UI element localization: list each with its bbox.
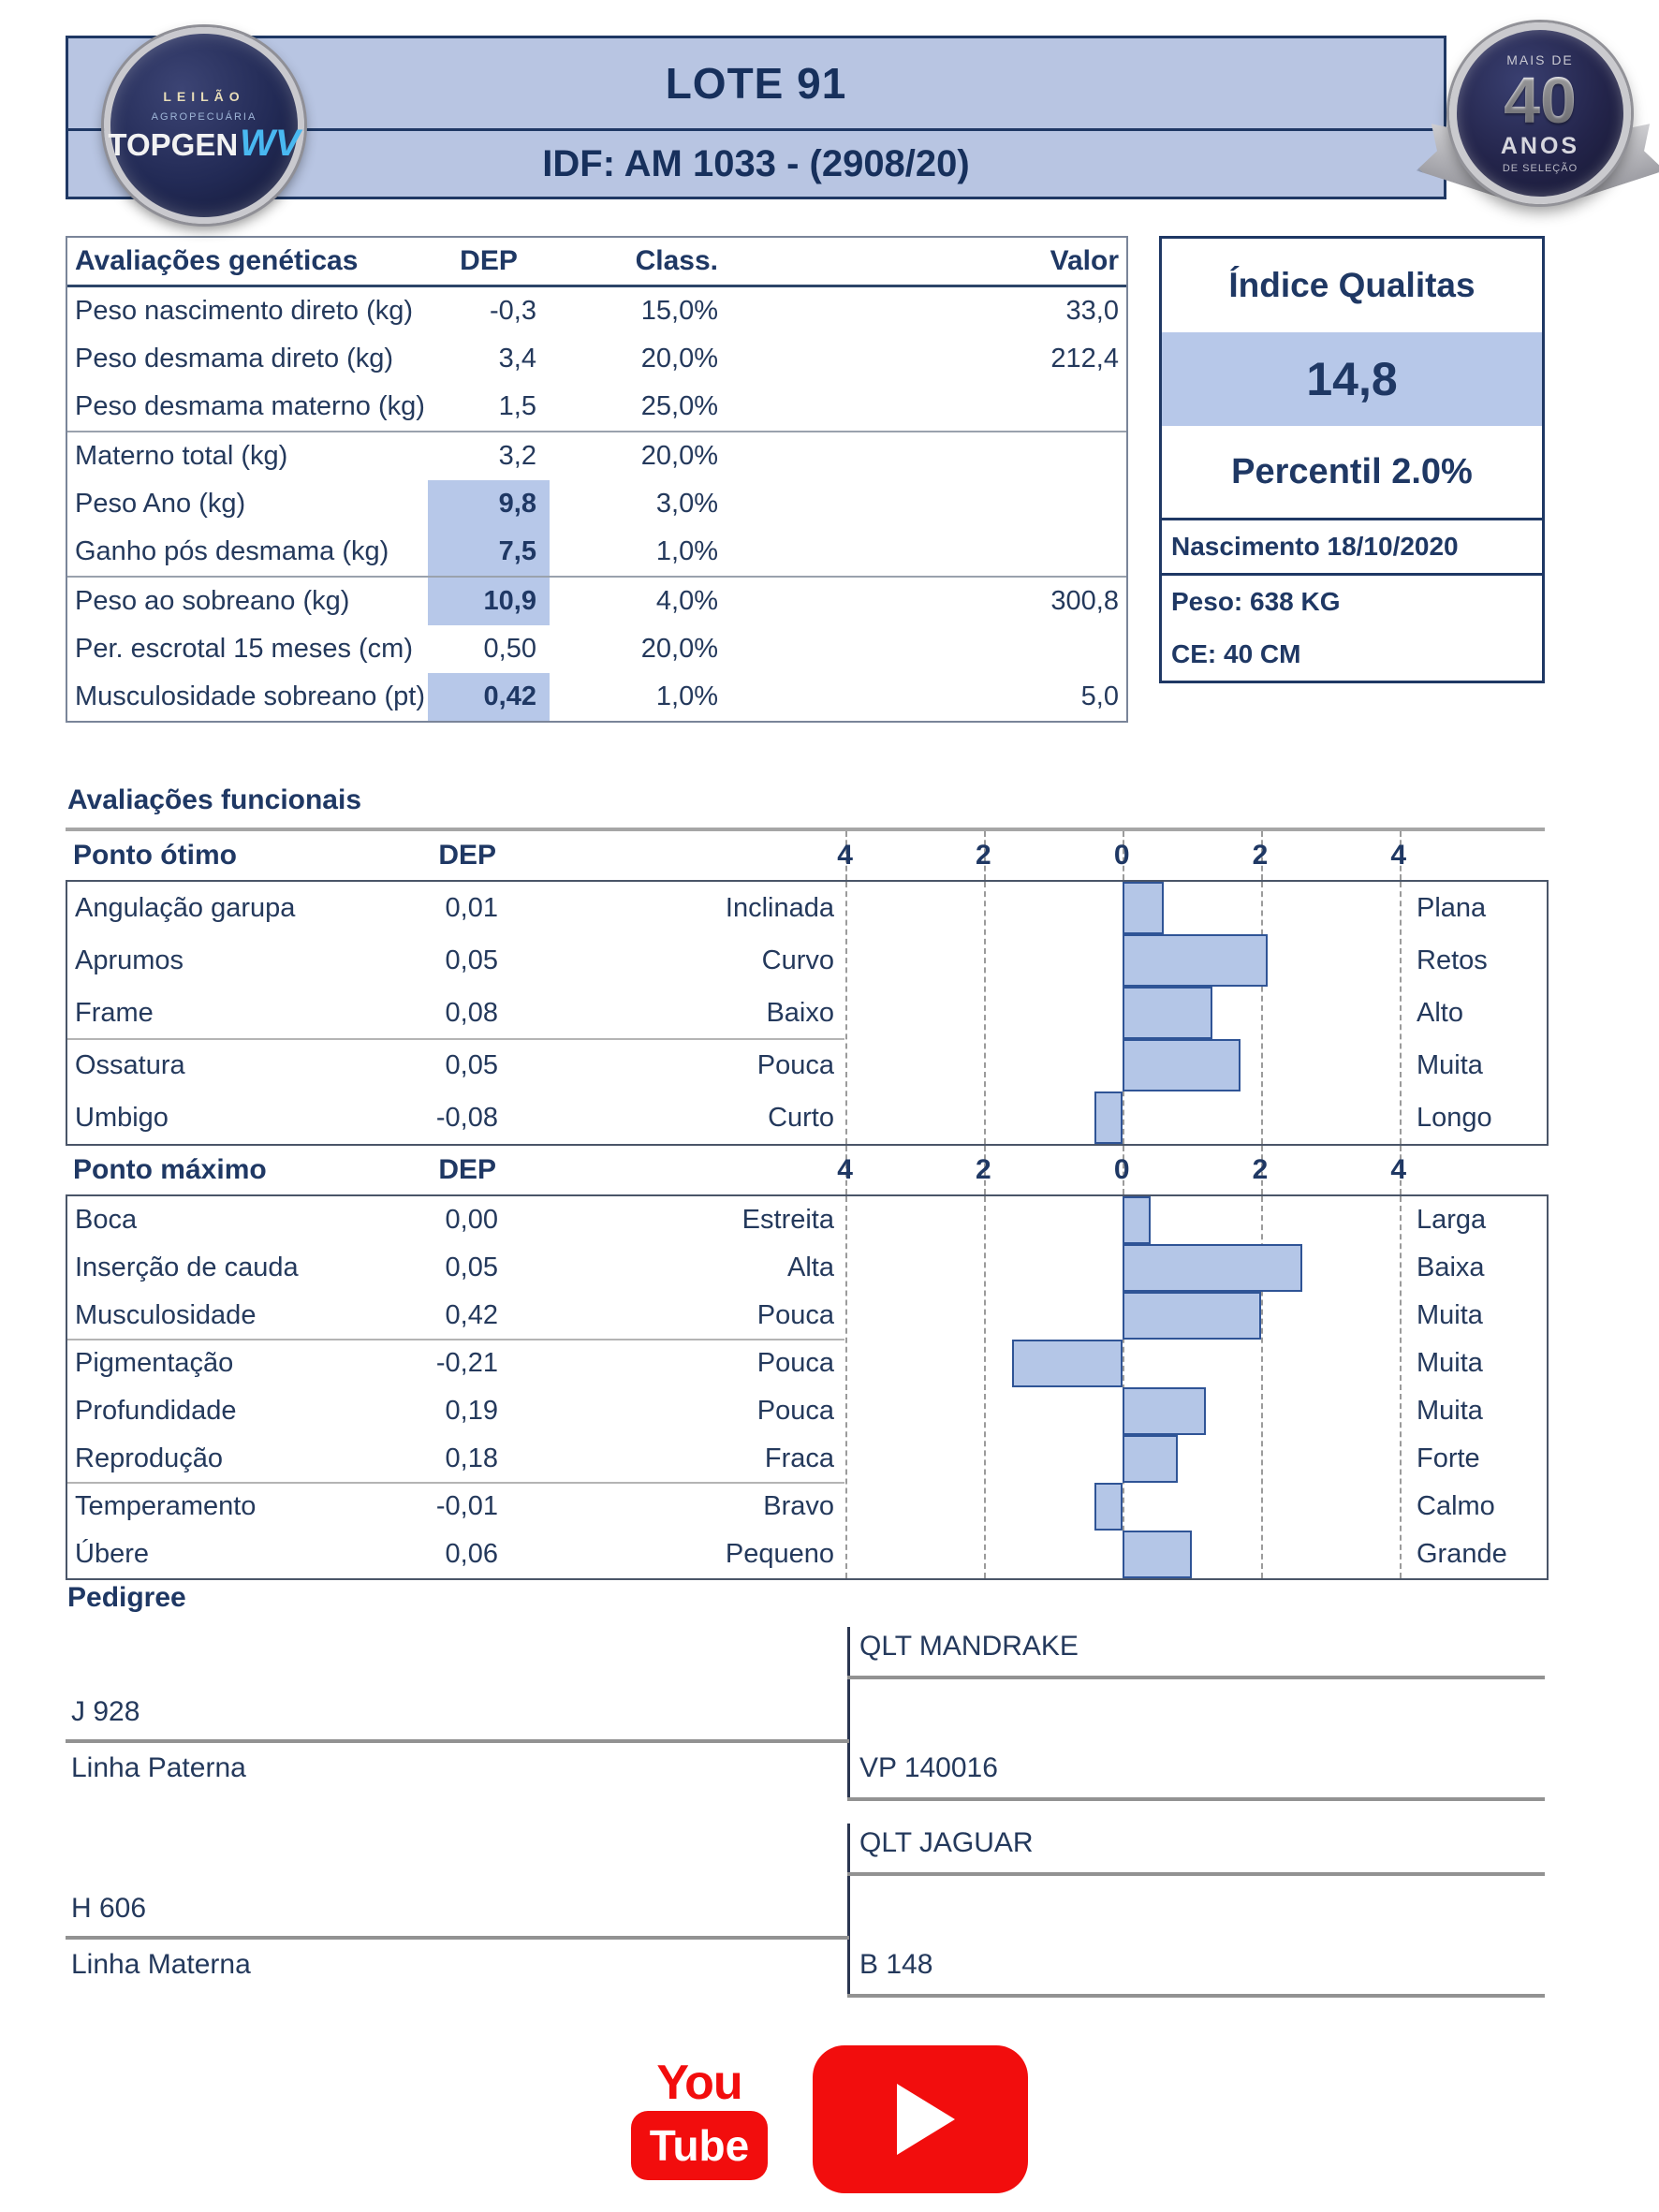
trait-label: Boca bbox=[75, 1205, 138, 1235]
maternal-grandsire-line bbox=[847, 1872, 1545, 1876]
dep-value: 0,42 bbox=[445, 1300, 498, 1330]
functional-section bbox=[66, 828, 1545, 1580]
pedigree-section bbox=[66, 1582, 1545, 2008]
class-value: 25,0% bbox=[640, 391, 718, 421]
genetic-evaluations-table bbox=[66, 236, 1128, 723]
trait-label: Pigmentação bbox=[75, 1348, 234, 1378]
anniversary-badge bbox=[1421, 17, 1659, 237]
table-row bbox=[67, 1091, 1547, 1144]
youtube-link[interactable] bbox=[0, 2045, 1659, 2193]
trait-label: Úbere bbox=[75, 1539, 149, 1569]
dam-name: H 606 bbox=[71, 1893, 147, 1924]
dep-bar bbox=[1123, 882, 1164, 934]
axis-tick: 2 bbox=[976, 1154, 991, 1185]
valor-value: 212,4 bbox=[1050, 344, 1119, 374]
weight-box bbox=[1159, 573, 1545, 683]
class-value: 20,0% bbox=[640, 344, 718, 374]
row-label: Peso Ano (kg) bbox=[75, 489, 246, 519]
dep-bar bbox=[1094, 1483, 1123, 1531]
dep-value: 0,00 bbox=[445, 1205, 498, 1235]
high-end-label: Plana bbox=[1417, 892, 1487, 923]
low-end-label: Fraca bbox=[764, 1443, 834, 1473]
low-end-label: Pequeno bbox=[725, 1539, 834, 1569]
table-row bbox=[67, 1483, 1547, 1531]
valor-value: 5,0 bbox=[1080, 681, 1119, 711]
genetic-table-title: Avaliações genéticas bbox=[75, 245, 359, 276]
play-triangle-icon bbox=[897, 2084, 955, 2155]
axis-tick: 4 bbox=[837, 840, 853, 871]
maternal-label: Linha Materna bbox=[71, 1949, 251, 1980]
dep-bar bbox=[1123, 1196, 1151, 1244]
trait-label: Frame bbox=[75, 997, 154, 1028]
low-end-label: Bravo bbox=[763, 1491, 834, 1521]
qualitas-value: 14,8 bbox=[1162, 332, 1542, 426]
youtube-tube-text: Tube bbox=[631, 2111, 768, 2180]
maximum-dep-header: DEP bbox=[438, 1154, 496, 1185]
row-label: Peso ao sobreano (kg) bbox=[75, 586, 350, 616]
dep-bar bbox=[1123, 934, 1268, 987]
row-label: Musculosidade sobreano (pt) bbox=[75, 681, 425, 711]
high-end-label: Larga bbox=[1417, 1205, 1487, 1235]
paternal-granddam-line bbox=[847, 1797, 1545, 1801]
table-row bbox=[67, 1039, 1547, 1091]
valor-value bbox=[718, 432, 1126, 480]
class-value: 4,0% bbox=[655, 586, 718, 616]
low-end-label: Inclinada bbox=[725, 892, 834, 923]
table-row bbox=[67, 528, 1126, 578]
axis-tick: 2 bbox=[1252, 840, 1269, 871]
dep-value: -0,08 bbox=[435, 1102, 498, 1133]
table-row bbox=[67, 1340, 1547, 1387]
low-end-label: Curvo bbox=[761, 945, 834, 975]
dam-line bbox=[66, 1936, 849, 1940]
axis-tick: 4 bbox=[837, 1154, 853, 1185]
dep-bar bbox=[1123, 1292, 1261, 1340]
col-header-dep: DEP bbox=[460, 245, 518, 276]
badge-number: 40 bbox=[1504, 64, 1577, 137]
qualitas-index-box bbox=[1159, 236, 1545, 520]
pedigree-heading: Pedigree bbox=[67, 1582, 186, 1613]
high-end-label: Grande bbox=[1417, 1539, 1507, 1569]
sire-line bbox=[66, 1739, 849, 1743]
paternal-granddam: VP 140016 bbox=[859, 1752, 998, 1783]
low-end-label: Estreita bbox=[741, 1205, 834, 1235]
table-row bbox=[67, 480, 1126, 528]
qualitas-panel bbox=[1159, 236, 1545, 723]
high-end-label: Muita bbox=[1417, 1396, 1483, 1426]
row-label: Materno total (kg) bbox=[75, 441, 288, 471]
table-row bbox=[67, 1244, 1547, 1292]
birth-box bbox=[1159, 518, 1545, 576]
optimal-title: Ponto ótimo bbox=[73, 840, 237, 871]
trait-label: Temperamento bbox=[75, 1491, 257, 1521]
high-end-label: Baixa bbox=[1417, 1252, 1485, 1282]
table-row bbox=[67, 1196, 1547, 1244]
dep-value: 1,5 bbox=[498, 391, 536, 421]
high-end-label: Calmo bbox=[1417, 1491, 1495, 1521]
dep-value: 0,19 bbox=[445, 1396, 498, 1426]
dep-value: 0,18 bbox=[445, 1443, 498, 1473]
table-row bbox=[67, 1387, 1547, 1435]
dep-value: 0,05 bbox=[445, 945, 498, 975]
topgen-logo bbox=[104, 27, 304, 224]
table-row bbox=[67, 287, 1126, 335]
axis-tick: 0 bbox=[1113, 1154, 1130, 1185]
valor-value bbox=[718, 625, 1126, 673]
dep-bar bbox=[1123, 1435, 1178, 1483]
low-end-label: Pouca bbox=[756, 1300, 834, 1330]
idf-line: IDF: AM 1033 - (2908/20) bbox=[542, 142, 970, 184]
dep-value: 0,08 bbox=[445, 997, 498, 1028]
dep-value: 0,05 bbox=[445, 1049, 498, 1080]
high-end-label: Muita bbox=[1417, 1049, 1483, 1080]
dep-value: 0,05 bbox=[445, 1252, 498, 1282]
badge-top-text: MAIS DE bbox=[1506, 52, 1574, 67]
genetic-table-body bbox=[67, 287, 1126, 721]
high-end-label: Muita bbox=[1417, 1300, 1483, 1330]
logo-agro-text: AGROPECUÁRIA bbox=[151, 111, 257, 123]
logo-brand-text: TOPGENWV bbox=[108, 123, 301, 164]
class-value: 3,0% bbox=[655, 489, 718, 519]
optimal-chart bbox=[66, 880, 1549, 1146]
paternal-grandsire: QLT MANDRAKE bbox=[859, 1631, 1079, 1662]
valor-value bbox=[718, 383, 1126, 431]
trait-label: Umbigo bbox=[75, 1102, 169, 1133]
dep-bar bbox=[1123, 1039, 1241, 1091]
dep-bar bbox=[1123, 1531, 1192, 1578]
valor-value: 300,8 bbox=[1050, 586, 1119, 616]
trait-label: Ossatura bbox=[75, 1049, 185, 1080]
row-label: Peso desmama direto (kg) bbox=[75, 344, 394, 374]
low-end-label: Pouca bbox=[756, 1049, 834, 1080]
low-end-label: Alta bbox=[787, 1252, 834, 1282]
high-end-label: Retos bbox=[1417, 945, 1488, 975]
low-end-label: Pouca bbox=[756, 1396, 834, 1426]
valor-value: 33,0 bbox=[1065, 296, 1119, 326]
dep-value: 7,5 bbox=[428, 528, 550, 576]
trait-label: Aprumos bbox=[75, 945, 184, 975]
axis-tick: 2 bbox=[976, 840, 991, 871]
dep-value: 0,06 bbox=[445, 1539, 498, 1569]
class-value: 1,0% bbox=[655, 681, 718, 711]
table-row bbox=[67, 578, 1126, 625]
paternal-grandsire-line bbox=[847, 1676, 1545, 1679]
qualitas-percentile: Percentil 2.0% bbox=[1231, 451, 1473, 491]
table-row bbox=[67, 432, 1126, 480]
col-header-class: Class. bbox=[635, 245, 718, 276]
class-value: 20,0% bbox=[640, 634, 718, 664]
table-row bbox=[67, 934, 1547, 987]
table-row bbox=[67, 1292, 1547, 1340]
trait-label: Profundidade bbox=[75, 1396, 237, 1426]
col-header-valor: Valor bbox=[1050, 245, 1119, 276]
badge-anos-text: ANOS bbox=[1500, 133, 1580, 159]
functional-heading: Avaliações funcionais bbox=[67, 784, 362, 815]
youtube-you-text: You bbox=[656, 2056, 742, 2110]
maximum-title: Ponto máximo bbox=[73, 1154, 267, 1185]
maximum-chart bbox=[66, 1194, 1549, 1580]
axis-tick: 0 bbox=[1113, 840, 1130, 871]
dep-value: 0,50 bbox=[483, 634, 536, 664]
qualitas-title: Índice Qualitas bbox=[1228, 266, 1475, 304]
dep-value: 0,42 bbox=[428, 673, 550, 721]
maternal-granddam: B 148 bbox=[859, 1949, 933, 1980]
table-row bbox=[67, 1531, 1547, 1578]
low-end-label: Curto bbox=[768, 1102, 834, 1133]
dep-bar bbox=[1123, 1244, 1302, 1292]
high-end-label: Alto bbox=[1417, 997, 1463, 1028]
trait-label: Inserção de cauda bbox=[75, 1252, 299, 1282]
valor-value bbox=[718, 528, 1126, 576]
dep-value: -0,21 bbox=[435, 1348, 498, 1378]
class-value: 1,0% bbox=[655, 536, 718, 566]
dep-bar bbox=[1123, 987, 1212, 1039]
table-row bbox=[67, 383, 1126, 432]
high-end-label: Muita bbox=[1417, 1348, 1483, 1378]
high-end-label: Forte bbox=[1417, 1443, 1480, 1473]
axis-tick: 4 bbox=[1390, 1154, 1407, 1185]
trait-label: Reprodução bbox=[75, 1443, 223, 1473]
maternal-granddam-line bbox=[847, 1994, 1545, 1998]
axis-tick: 2 bbox=[1252, 1154, 1269, 1185]
valor-value bbox=[718, 480, 1126, 528]
row-label: Ganho pós desmama (kg) bbox=[75, 536, 389, 566]
row-label: Peso desmama materno (kg) bbox=[75, 391, 425, 421]
logo-leilao-text: LEILÃO bbox=[163, 89, 245, 104]
main-section bbox=[66, 236, 1545, 723]
table-row bbox=[67, 882, 1547, 934]
low-end-label: Pouca bbox=[756, 1348, 834, 1378]
dep-value: -0,3 bbox=[490, 296, 536, 326]
paternal-branch-line bbox=[847, 1627, 850, 1797]
axis-tick: 4 bbox=[1390, 840, 1407, 871]
trait-label: Musculosidade bbox=[75, 1300, 257, 1330]
table-row bbox=[67, 335, 1126, 383]
high-end-label: Longo bbox=[1417, 1102, 1492, 1133]
header-bar bbox=[66, 36, 1446, 199]
badge-circle bbox=[1449, 22, 1631, 204]
row-label: Per. escrotal 15 meses (cm) bbox=[75, 634, 413, 664]
class-value: 20,0% bbox=[640, 441, 718, 471]
badge-bottom-text: DE SELEÇÃO bbox=[1502, 163, 1578, 174]
dep-value: -0,01 bbox=[435, 1491, 498, 1521]
dep-value: 3,4 bbox=[498, 344, 536, 374]
dep-bar bbox=[1123, 1387, 1206, 1435]
maternal-branch-line bbox=[847, 1824, 850, 1994]
optimal-dep-header: DEP bbox=[438, 840, 496, 871]
row-label: Peso nascimento direto (kg) bbox=[75, 296, 414, 326]
optimal-axis-header bbox=[66, 828, 1545, 880]
dep-value: 9,8 bbox=[428, 480, 550, 528]
birth-date: Nascimento 18/10/2020 bbox=[1171, 532, 1459, 561]
youtube-wordmark[interactable] bbox=[631, 2058, 768, 2180]
youtube-play-icon[interactable] bbox=[813, 2045, 1028, 2193]
maternal-grandsire: QLT JAGUAR bbox=[859, 1827, 1034, 1858]
sire-name: J 928 bbox=[71, 1696, 140, 1727]
ce-value: CE: 40 CM bbox=[1171, 639, 1301, 668]
table-row bbox=[67, 673, 1126, 721]
table-row bbox=[67, 625, 1126, 673]
genetic-table-header bbox=[67, 238, 1126, 287]
dep-bar bbox=[1094, 1091, 1123, 1144]
class-value: 15,0% bbox=[640, 296, 718, 326]
logo-wv-text: WV bbox=[240, 123, 301, 164]
trait-label: Angulação garupa bbox=[75, 892, 296, 923]
lot-title: LOTE 91 bbox=[68, 38, 1444, 131]
maximum-axis-header bbox=[66, 1146, 1545, 1194]
table-row bbox=[67, 987, 1547, 1039]
dep-value: 10,9 bbox=[428, 578, 550, 625]
dep-value: 0,01 bbox=[445, 892, 498, 923]
table-row bbox=[67, 1435, 1547, 1483]
low-end-label: Baixo bbox=[766, 997, 834, 1028]
weight-value: Peso: 638 KG bbox=[1171, 587, 1341, 616]
dep-bar bbox=[1012, 1340, 1123, 1387]
paternal-label: Linha Paterna bbox=[71, 1752, 246, 1783]
dep-value: 3,2 bbox=[498, 441, 536, 471]
